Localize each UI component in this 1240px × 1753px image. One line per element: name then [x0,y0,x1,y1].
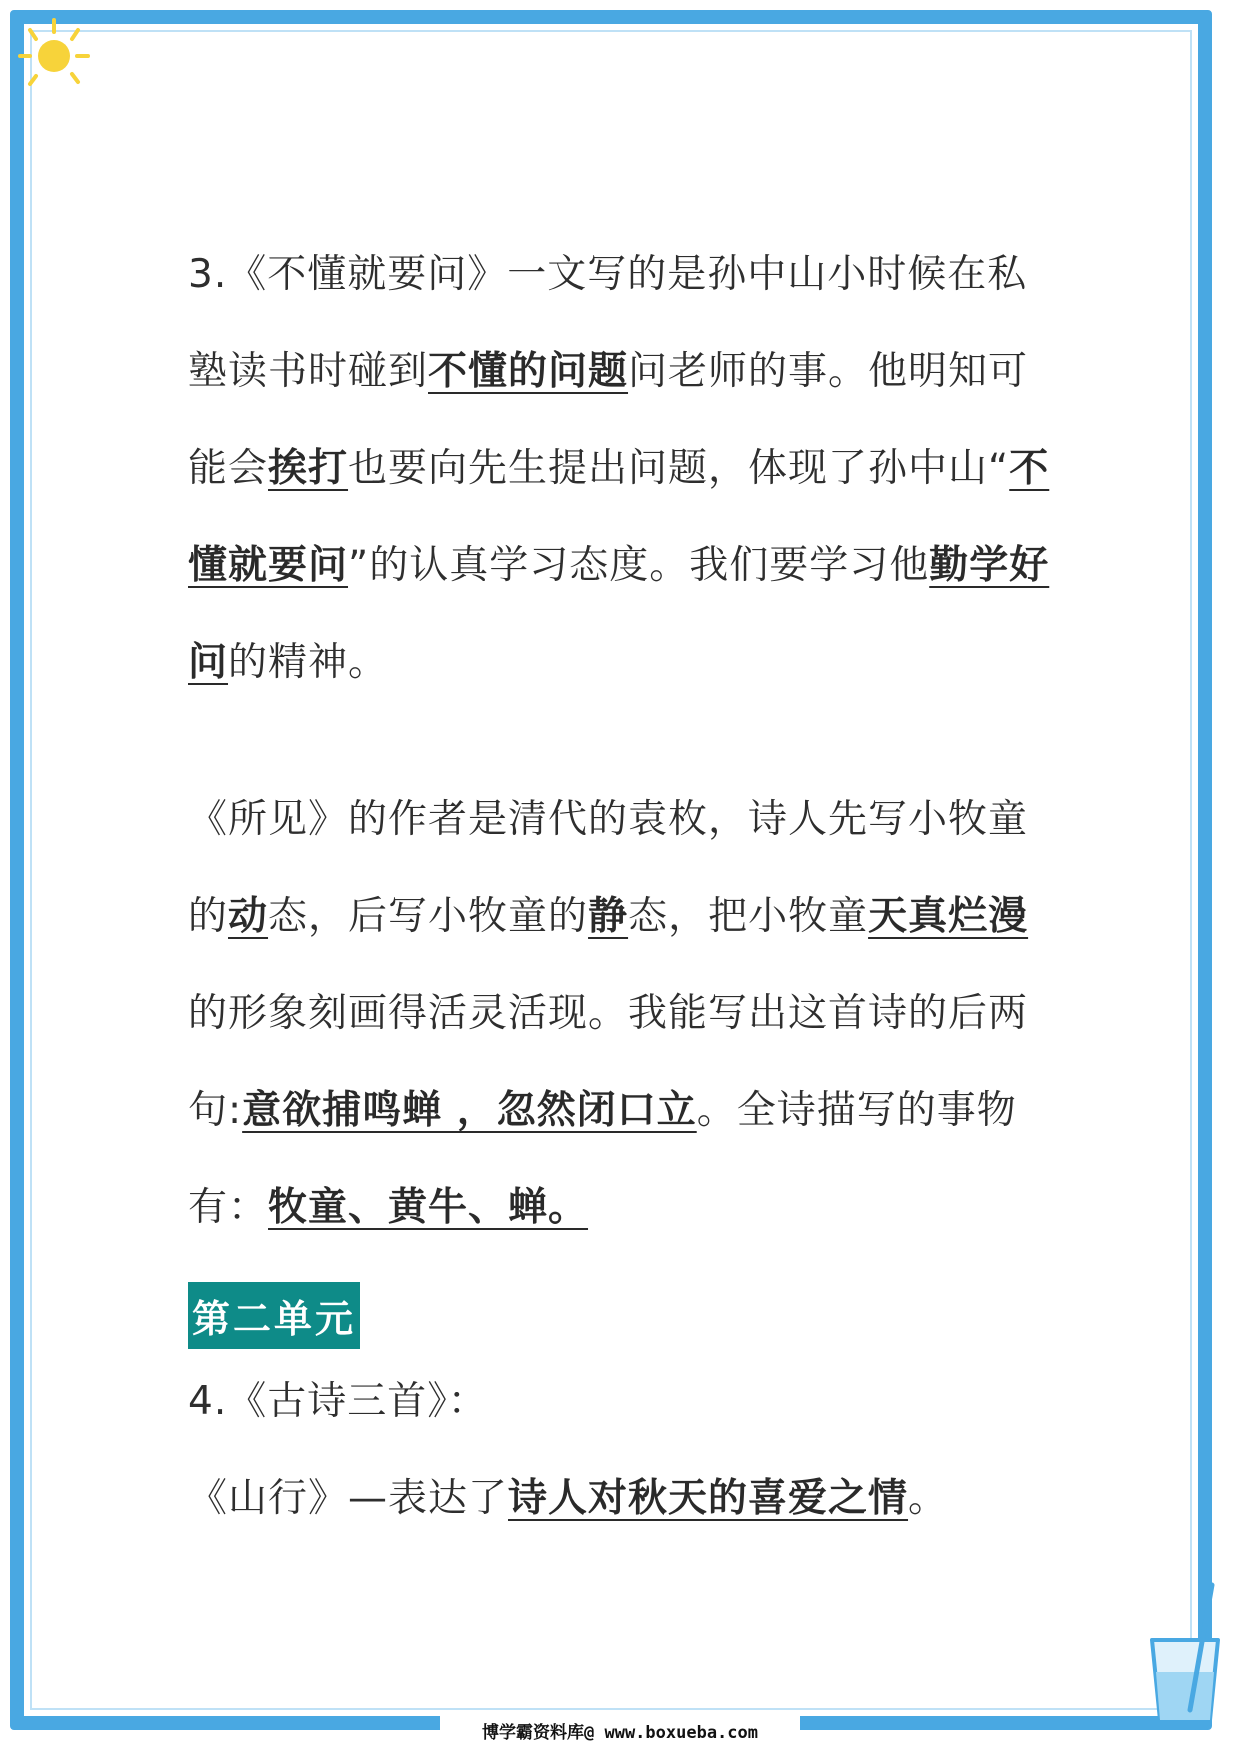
paragraph-budong [188,226,1060,711]
keyword: 挨打 [268,446,349,491]
paragraph-suojian [188,771,1060,1256]
line-shanxing [188,1450,1060,1547]
item-gushi: 4.《古诗三首》： [188,1379,488,1424]
keyword: 诗人对秋天的喜爱之情 [508,1476,909,1521]
keyword: 天真烂漫 [868,894,1029,939]
text-segment: 。 [908,1476,949,1521]
text-segment: 3.《不懂就要问》一文写的是孙中山小时候在私塾读书时碰到 [188,252,1028,394]
footer-watermark: 博学霸资料库@ www.boxueba.com [482,1723,758,1743]
text-segment: 《山行》—表达了 [188,1476,509,1521]
text-segment: ”的认真学习态度。我们要学习他 [348,543,930,588]
text-segment: 的精神。 [228,640,389,685]
sun-icon [14,12,104,102]
unit-heading: 第二单元 [188,1282,360,1349]
keyword: 静 [588,894,629,939]
text-segment: 态，把小牧童 [628,894,869,939]
text-segment: 。全诗描写的事物有： [188,1088,1017,1230]
keyword: 动 [228,894,269,939]
text-segment: 的形象刻画得活灵活现。我能写出这首诗的后两句: [188,991,1029,1133]
content-area [188,226,1060,1547]
keyword: 不懂就要问 [188,446,1050,588]
text-segment: 态，后写小牧童的 [268,894,589,939]
text-segment: 《所见》的作者是清代的袁枚，诗人先写小牧童的 [188,797,1029,939]
keyword: 意欲捕鸣蝉 ，忽然闭口立 [242,1088,697,1133]
keyword: 勤学好问 [188,543,1050,685]
spacer [188,711,1060,771]
text-segment: 问老师的事。他明知可能会 [188,349,1029,491]
text-segment: 也要向先生提出问题，体现了孙中山“ [348,446,1010,491]
keyword: 不懂的问题 [428,349,629,394]
keyword: 牧童、黄牛、蝉。 [268,1185,589,1230]
cup-icon [1140,1580,1230,1730]
